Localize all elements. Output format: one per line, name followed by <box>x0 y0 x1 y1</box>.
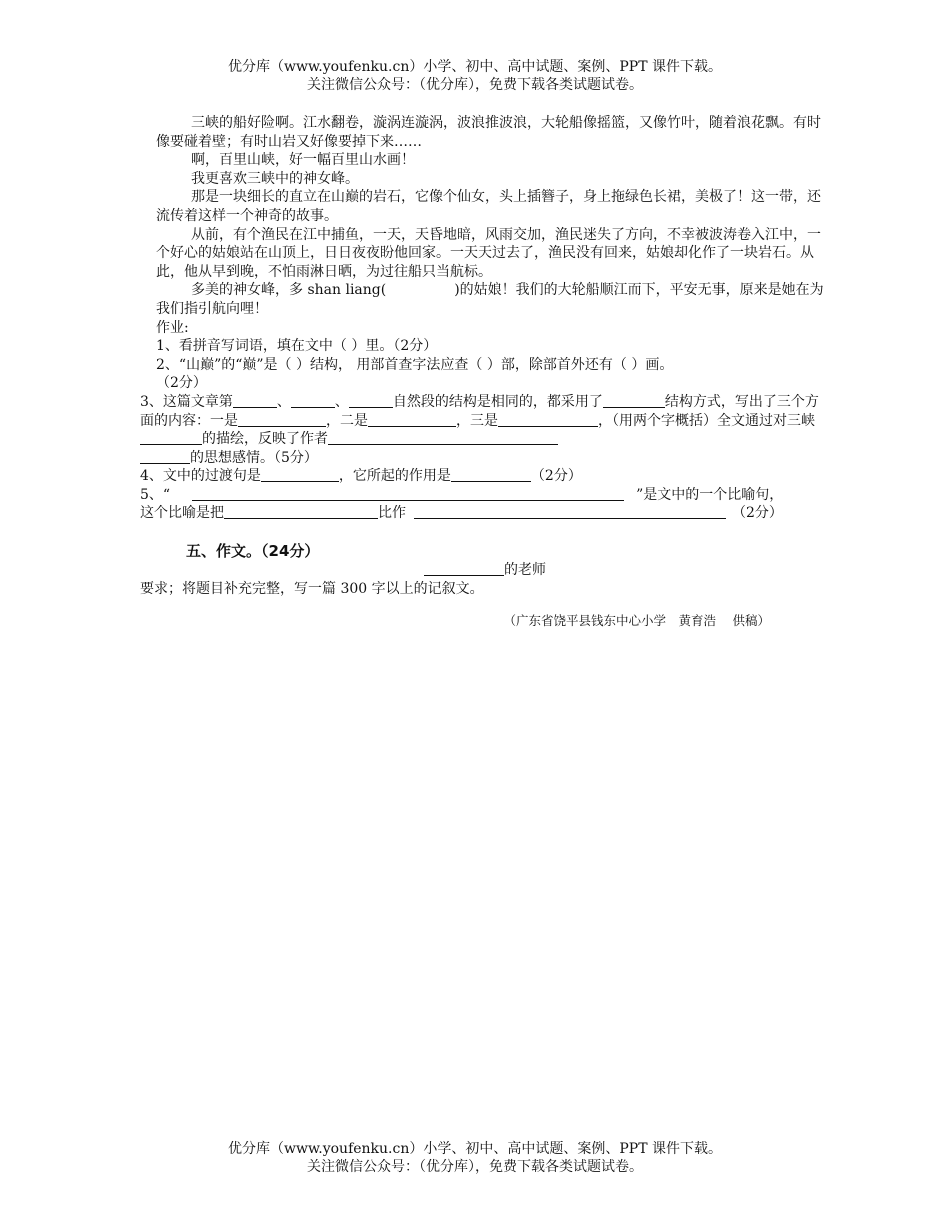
q3-text-h: ，（用两个字概括）全文通过对三峡 <box>598 412 815 429</box>
essay-title-suffix: 的老师 <box>504 562 546 579</box>
header-line-1: 优分库（www.youfenku.cn）小学、初中、高中试题、案例、PPT 课件下载。 <box>227 59 722 75</box>
passage-p6-part-b: )的姑娘！我们的大轮船顺江而下，平安无事，原来是她在为我们指引航向哩！ <box>156 282 824 317</box>
q3-blank-1[interactable] <box>233 393 277 408</box>
q5-text-a: 5、“ <box>140 486 171 503</box>
passage-paragraph-3: 我更喜欢三峡中的神女峰。 <box>191 170 359 187</box>
q3-blank-9[interactable] <box>328 430 558 445</box>
q3-text-d: 自然段的结构是相同的，都采用了 <box>392 393 603 410</box>
essay-requirement: 要求；将题目补充完整，写一篇 300 字以上的记叙文。 <box>140 580 484 597</box>
q3-text-g: ，三是 <box>456 412 498 429</box>
q5-blank-1[interactable] <box>192 486 624 501</box>
question-2-text: 2、“山巅”的“巅”是（ ）结构， 用部首查字法应查（ ）部，除部首外还有（ ）画。 <box>156 356 674 373</box>
footer-line-1: 优分库（www.youfenku.cn）小学、初中、高中试题、案例、PPT 课件下载。 <box>227 1141 722 1157</box>
q3-blank-4[interactable] <box>603 393 665 408</box>
q5-text-d: 比作 <box>378 505 406 522</box>
q5-blank-2[interactable] <box>224 504 378 519</box>
q3-text-j: 的思想感情。（5分） <box>190 449 318 466</box>
q3-text-a: 3、这篇文章第 <box>140 393 233 410</box>
q5-blank-3[interactable] <box>414 504 726 519</box>
q3-blank-5[interactable] <box>238 412 326 427</box>
q3-text-i: 的描绘，反映了作者 <box>202 431 328 448</box>
question-2-score: （2分） <box>156 375 207 392</box>
question-1: 1、看拼音写词语，填在文中（ ）里。（2分） <box>156 338 438 355</box>
passage-paragraph-4: 那是一块细长的直立在山巅的岩石，它像个仙女，头上插簪子，身上拖绿色长裙，美极了！这一带，还流传着这样一个神奇的故事。 <box>156 189 821 224</box>
q4-text-b: ，它所起的作用是 <box>338 468 451 485</box>
author-credit: （广东省饶平县钱东中心小学 黄育浩 供稿） <box>503 613 770 629</box>
q3-text-c: 、 <box>334 393 349 410</box>
q3-text-b: 、 <box>276 393 291 410</box>
q3-blank-7[interactable] <box>498 412 598 427</box>
q3-text-e: 结构方式，写出了三个方面的内容：一是 <box>140 393 819 429</box>
header-line-2: 关注微信公众号：（优分库），免费下载各类试题试卷。 <box>307 77 643 93</box>
question-5 <box>140 486 830 523</box>
page-footer <box>0 1140 950 1176</box>
q3-blank-10[interactable] <box>140 449 190 464</box>
passage-paragraph-6 <box>140 281 830 318</box>
passage-paragraph-5: 从前，有个渔民在江中捕鱼，一天，天昏地暗，风雨交加，渔民迷失了方向，不幸被波涛卷入江中，一个好心的姑娘站在山顶上，日日夜夜盼他回家。一天天过去了，渔民没有回来，姑娘却化作了一块岩石。从此，他从早到晚，不怕雨淋日晒，为过往船只当航标。 <box>156 226 821 280</box>
q5-text-e: （2分） <box>732 505 783 522</box>
essay-title-blank[interactable] <box>424 561 504 576</box>
passage-p6-part-a: 多美的神女峰，多 shan liang( <box>191 282 387 299</box>
question-2 <box>140 356 830 393</box>
q5-text-b: ”是文中的一个比喻句， <box>636 486 784 503</box>
q5-text-c: 这个比喻是把 <box>140 505 224 522</box>
q3-blank-6[interactable] <box>368 412 456 427</box>
q3-blank-8[interactable] <box>140 430 202 445</box>
q4-blank-2[interactable] <box>451 467 531 482</box>
passage-paragraph-2: 啊，百里山峡，好一幅百里山水画！ <box>191 152 415 169</box>
question-3 <box>140 393 830 467</box>
page-header-top <box>0 58 950 94</box>
homework-label: 作业: <box>156 319 189 336</box>
essay-heading: 五、作文。（24分） <box>186 542 320 561</box>
footer-line-2: 关注微信公众号：（优分库），免费下载各类试题试卷。 <box>307 1159 643 1175</box>
document-body <box>140 114 830 631</box>
passage-paragraph-1: 三峡的船好险啊。江水翻卷，漩涡连漩涡，波浪推波浪，大轮船像摇篮，又像竹叶，随着浪花飘。有时像要碰着壁；有时山岩又好像要掉下来…… <box>156 115 821 150</box>
q4-text-a: 4、文中的过渡句是 <box>140 468 261 485</box>
essay-title-line <box>140 561 830 580</box>
q3-blank-3[interactable] <box>349 393 393 408</box>
q4-text-c: （2分） <box>530 468 582 485</box>
question-4 <box>140 467 830 486</box>
q4-blank-1[interactable] <box>261 467 339 482</box>
q3-blank-2[interactable] <box>291 393 335 408</box>
q3-text-f: ，二是 <box>326 412 368 429</box>
